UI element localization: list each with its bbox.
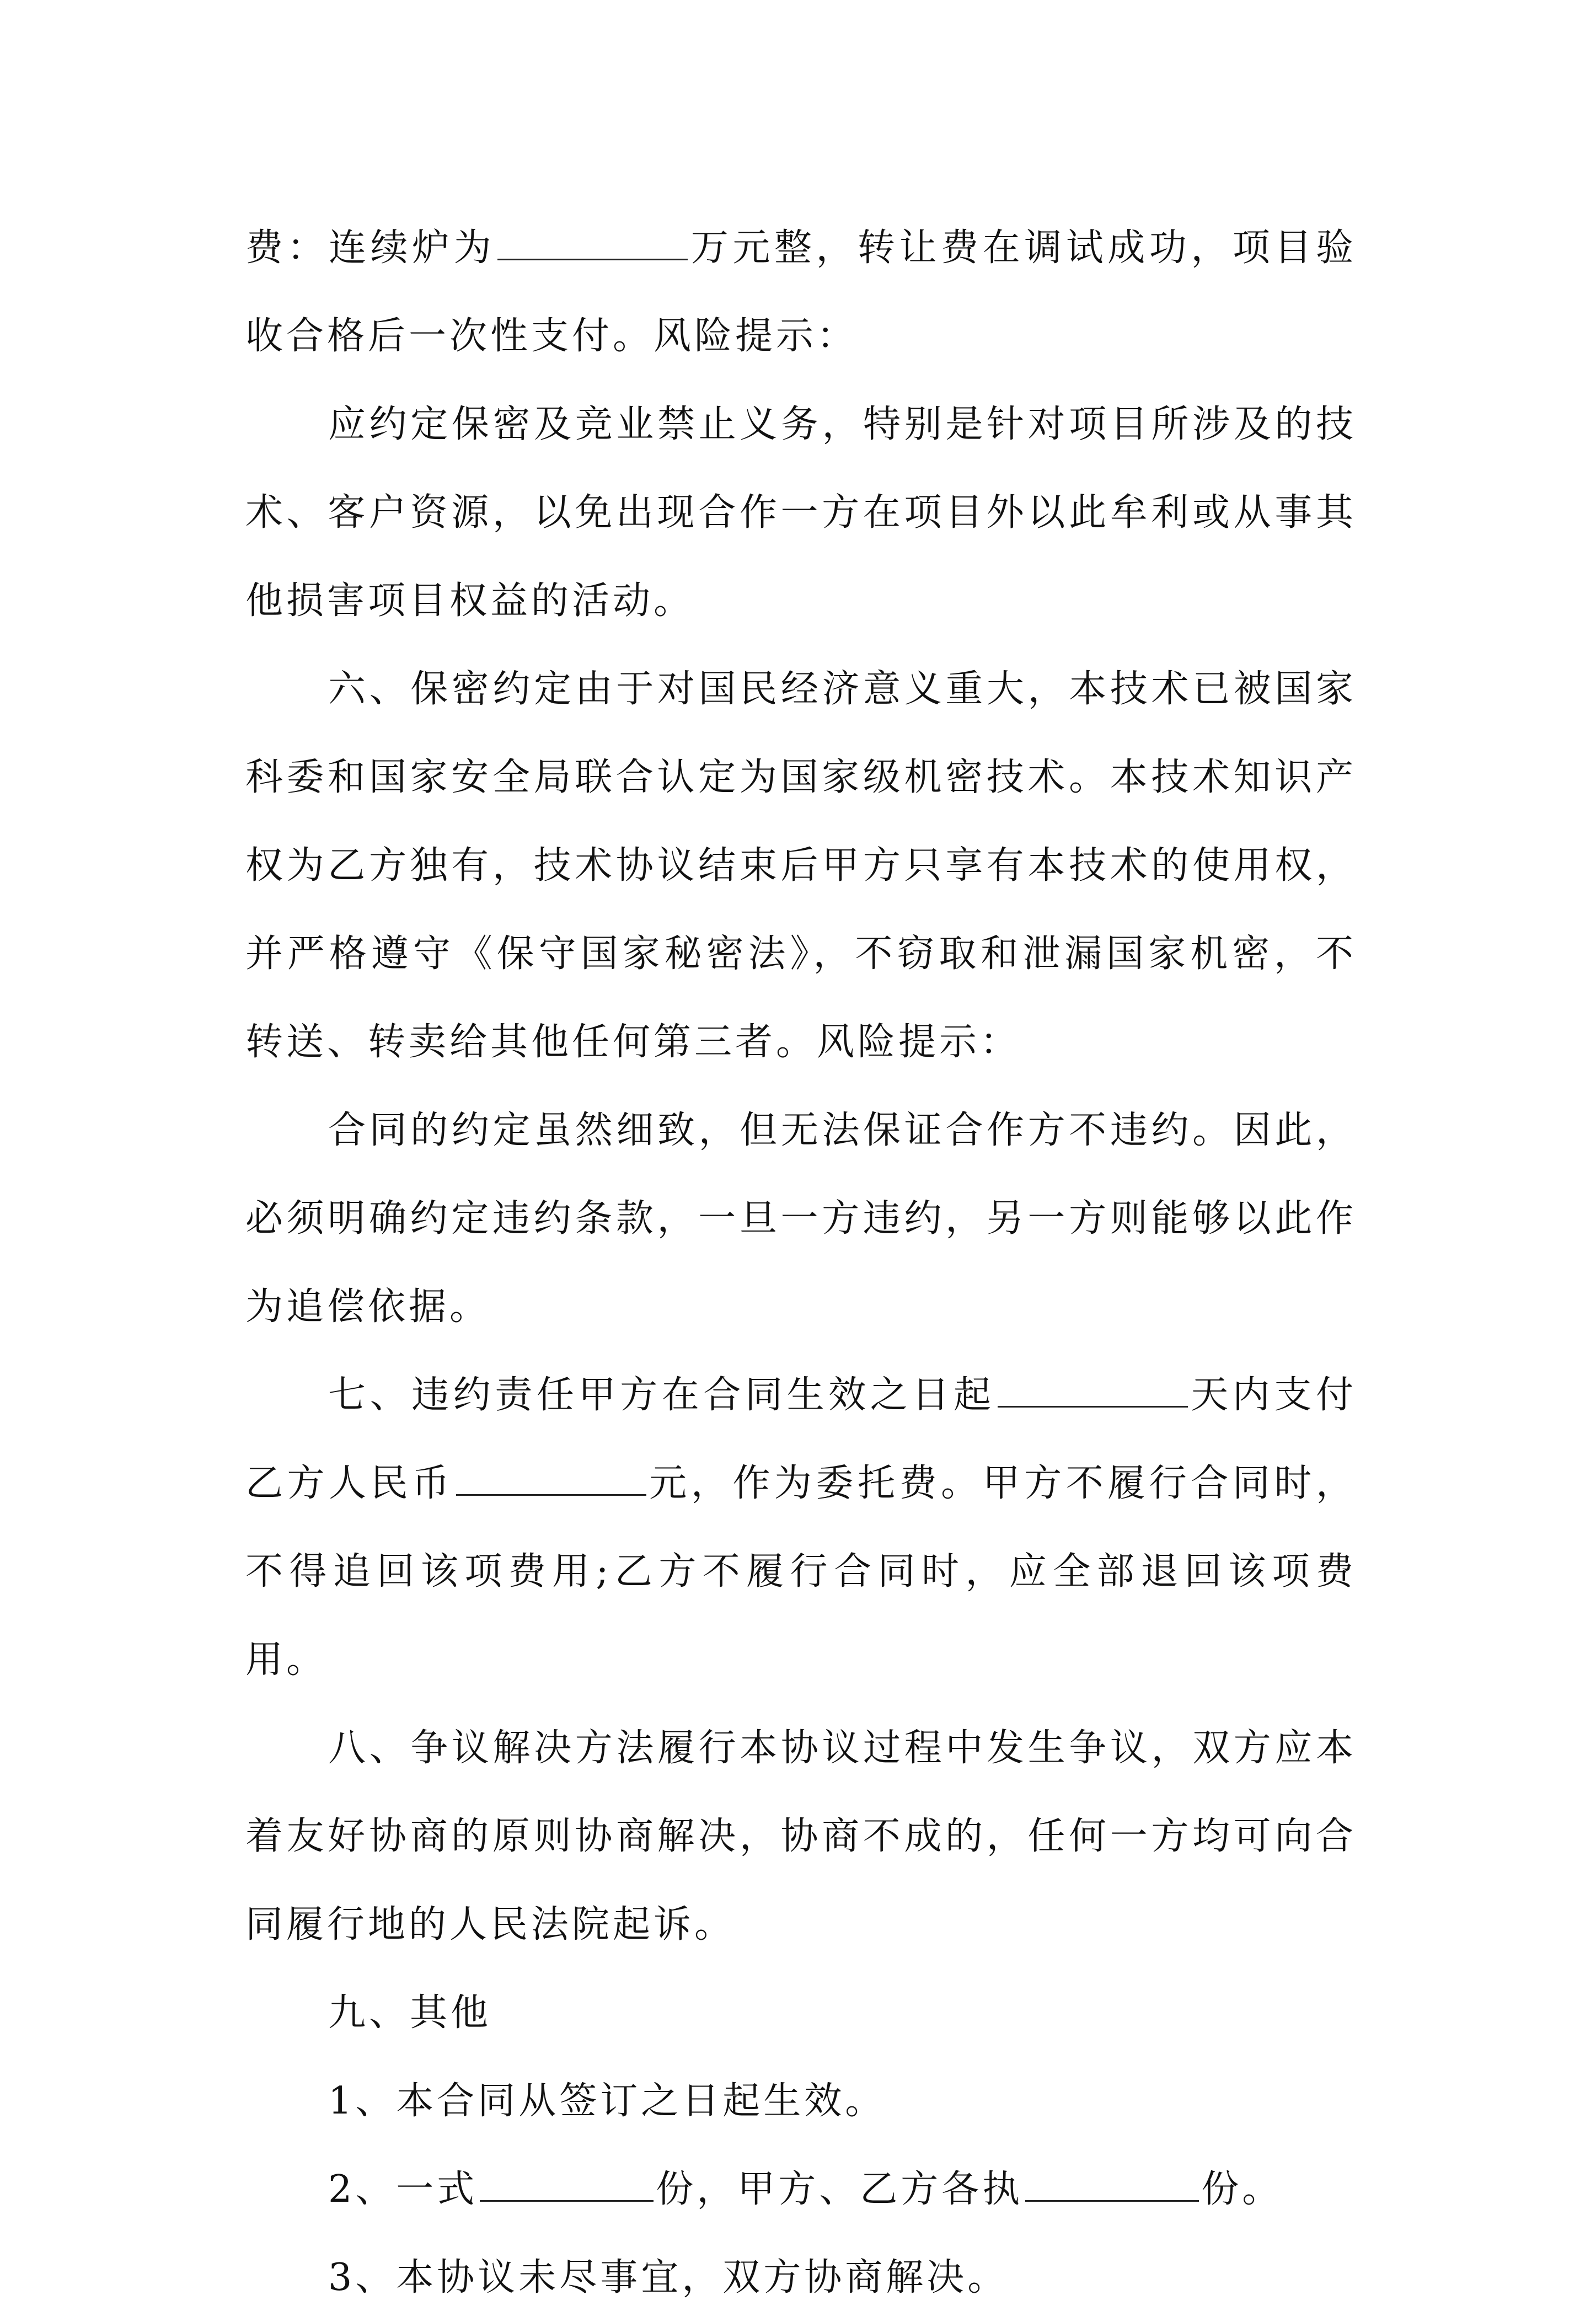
paragraph-item-2 (245, 2146, 1357, 2234)
paragraph-risk-confidentiality (245, 381, 1357, 645)
text-segment: 应约定保密及竞业禁止义务，特别是针对项目所涉及的技术、客户资源，以免出现合作一方在项目外以此牟利或从事其他损害项目权益的活动。 (245, 403, 1357, 623)
text-segment: 2、一式 (328, 2168, 478, 2211)
paragraph-fee (245, 204, 1357, 381)
text-segment: 天内支付乙方人民币 (245, 1373, 1357, 1505)
paragraph-section-6 (245, 645, 1357, 1087)
paragraph-section-7 (245, 1351, 1357, 1704)
text-segment: 份，甲方、乙方各执 (656, 2168, 1024, 2211)
text-segment: 3、本协议未尽事宜，双方协商解决。 (328, 2256, 1009, 2299)
paragraph-risk-breach (245, 1087, 1357, 1351)
text-segment: 七、违约责任甲方在合同生效之日起 (328, 1373, 995, 1417)
text-segment: 合同的约定虽然细致，但无法保证合作方不违约。因此，必须明确约定违约条款，一旦一方违约，另一方则能够以此作为追偿依据。 (245, 1109, 1357, 1329)
blank-field (456, 1465, 646, 1496)
blank-field (998, 1377, 1188, 1408)
blank-field (1025, 2171, 1199, 2202)
text-segment: 八、争议解决方法履行本协议过程中发生争议，双方应本着友好协商的原则协商解决，协商不成的，任何一方均可向合同履行地的人民法院起诉。 (245, 1726, 1357, 1946)
blank-field (497, 230, 688, 260)
text-segment: 六、保密约定由于对国民经济意义重大，本技术已被国家科委和国家安全局联合认定为国家级机密技术。本技术知识产权为乙方独有，技术协议结束后甲方只享有本技术的使用权，并严格遵守《保守国家秘密法》，不窃取和泄漏国家机密，不转送、转卖给其他任何第三者。风险提示： (245, 667, 1357, 1064)
text-segment: 元，作为委托费。甲方不履行合同时，不得追回该项费用;乙方不履行合同时，应全部退回该项费用。 (245, 1462, 1357, 1682)
paragraph-item-3 (245, 2234, 1357, 2322)
text-segment: 九、其他 (328, 1991, 492, 2035)
text-segment: 万元整，转让费在调试成功，项目验收合格后一次性支付。风险提示： (245, 226, 1357, 358)
text-segment: 份。 (1201, 2168, 1283, 2211)
paragraph-item-1 (245, 2057, 1357, 2146)
blank-field (480, 2171, 654, 2202)
paragraph-section-9-heading (245, 1969, 1357, 2057)
document-body (245, 204, 1357, 2322)
text-segment: 1、本合同从签订之日起生效。 (328, 2079, 886, 2123)
paragraph-section-8 (245, 1704, 1357, 1969)
text-segment: 费：连续炉为 (245, 226, 496, 270)
